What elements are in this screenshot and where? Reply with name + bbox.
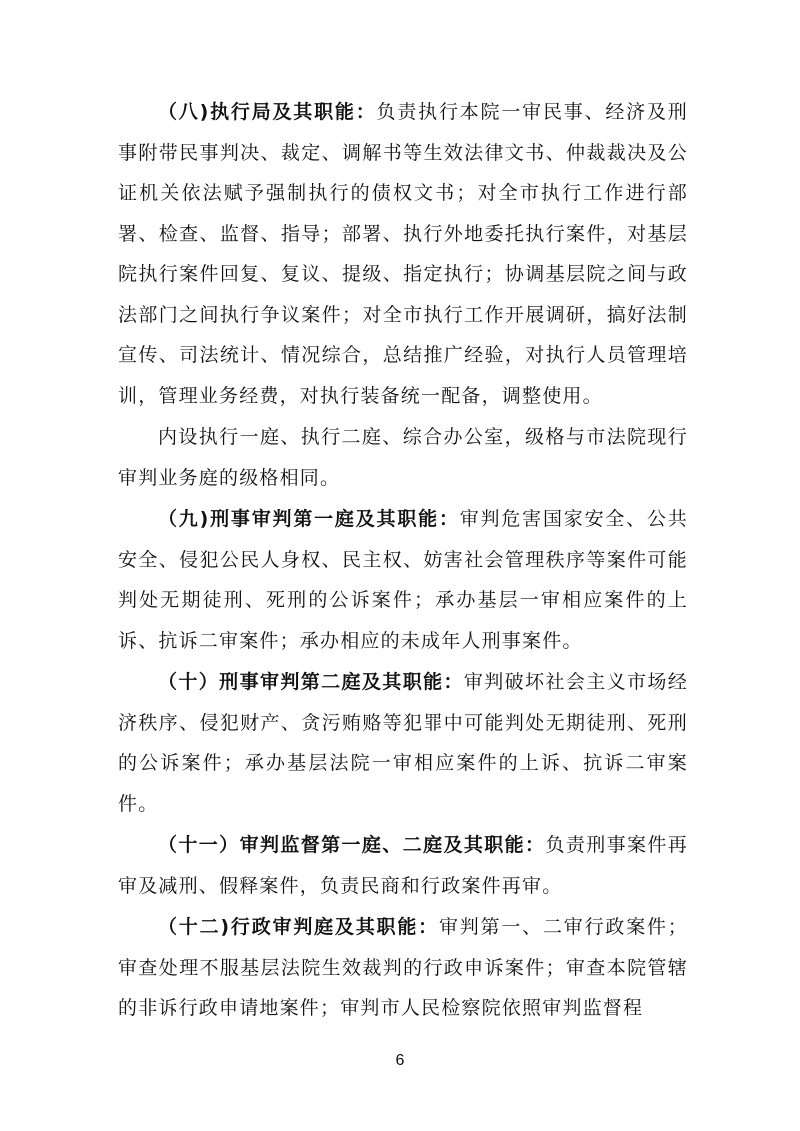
paragraph-heading: （九)刑事审判第一庭及其职能： xyxy=(158,508,460,530)
paragraph-criminal-division-two xyxy=(118,662,688,824)
page-number: 6 xyxy=(395,1052,405,1069)
paragraph-trial-supervision xyxy=(118,825,688,906)
paragraph-text: 审判危害国家安全、公共安全、侵犯公民人身权、民主权、妨害社会管理秩序等案件可能判处无期徒刑、死刑的公诉案件；承办基层一审相应案件的上诉、抗诉二审案件；承办相应的未成年人刑事案件。 xyxy=(118,508,688,652)
paragraph-heading: （十）刑事审判第二庭及其职能： xyxy=(158,671,464,693)
paragraph-text: 内设执行一庭、执行二庭、综合办公室，级格与市法院现行审判业务庭的级格相同。 xyxy=(118,426,688,489)
paragraph-heading: （八)执行局及其职能： xyxy=(158,101,377,123)
paragraph-criminal-division-one xyxy=(118,499,688,661)
paragraph-text: 负责刑事案件再审及减刑、假释案件，负责民商和行政案件再审。 xyxy=(118,834,688,897)
paragraph-text: 审判第一、二审行政案件；审查处理不服基层法院生效裁判的行政申诉案件；审查本院管辖的非诉行政申请地案件；审判市人民检察院依照审判监督程 xyxy=(118,916,689,1019)
paragraph-execution-bureau xyxy=(118,92,688,416)
paragraph-execution-divisions xyxy=(118,417,688,498)
paragraph-text: 负责执行本院一审民事、经济及刑事附带民事判决、裁定、调解书等生效法律文书、仲裁裁决及公证机关依法赋予强制执行的债权文书；对全市执行工作进行部署、检查、监督、指导；部署、执行外地委托执行案件，对基层院执行案件回复、复议、提级、指定执行；协调基层院之间与政法部门之间执行争议案件；对全市执行工作开展调研，搞好法制宣传、司法统计、情况综合，总结推广经验，对执行人员管理培训，管理业务经费，对执行装备统一配备，调整使用。 xyxy=(118,101,688,407)
paragraph-administrative-division xyxy=(118,907,688,1029)
paragraph-text: 审判破坏社会主义市场经济秩序、侵犯财产、贪污贿赂等犯罪中可能判处无期徒刑、死刑的公诉案件；承办基层法院一审相应案件的上诉、抗诉二审案件。 xyxy=(118,671,688,815)
paragraph-heading: （十一）审判监督第一庭、二庭及其职能： xyxy=(158,834,546,856)
paragraph-heading: （十二)行政审判庭及其职能： xyxy=(158,916,439,938)
document-body xyxy=(118,92,688,1029)
